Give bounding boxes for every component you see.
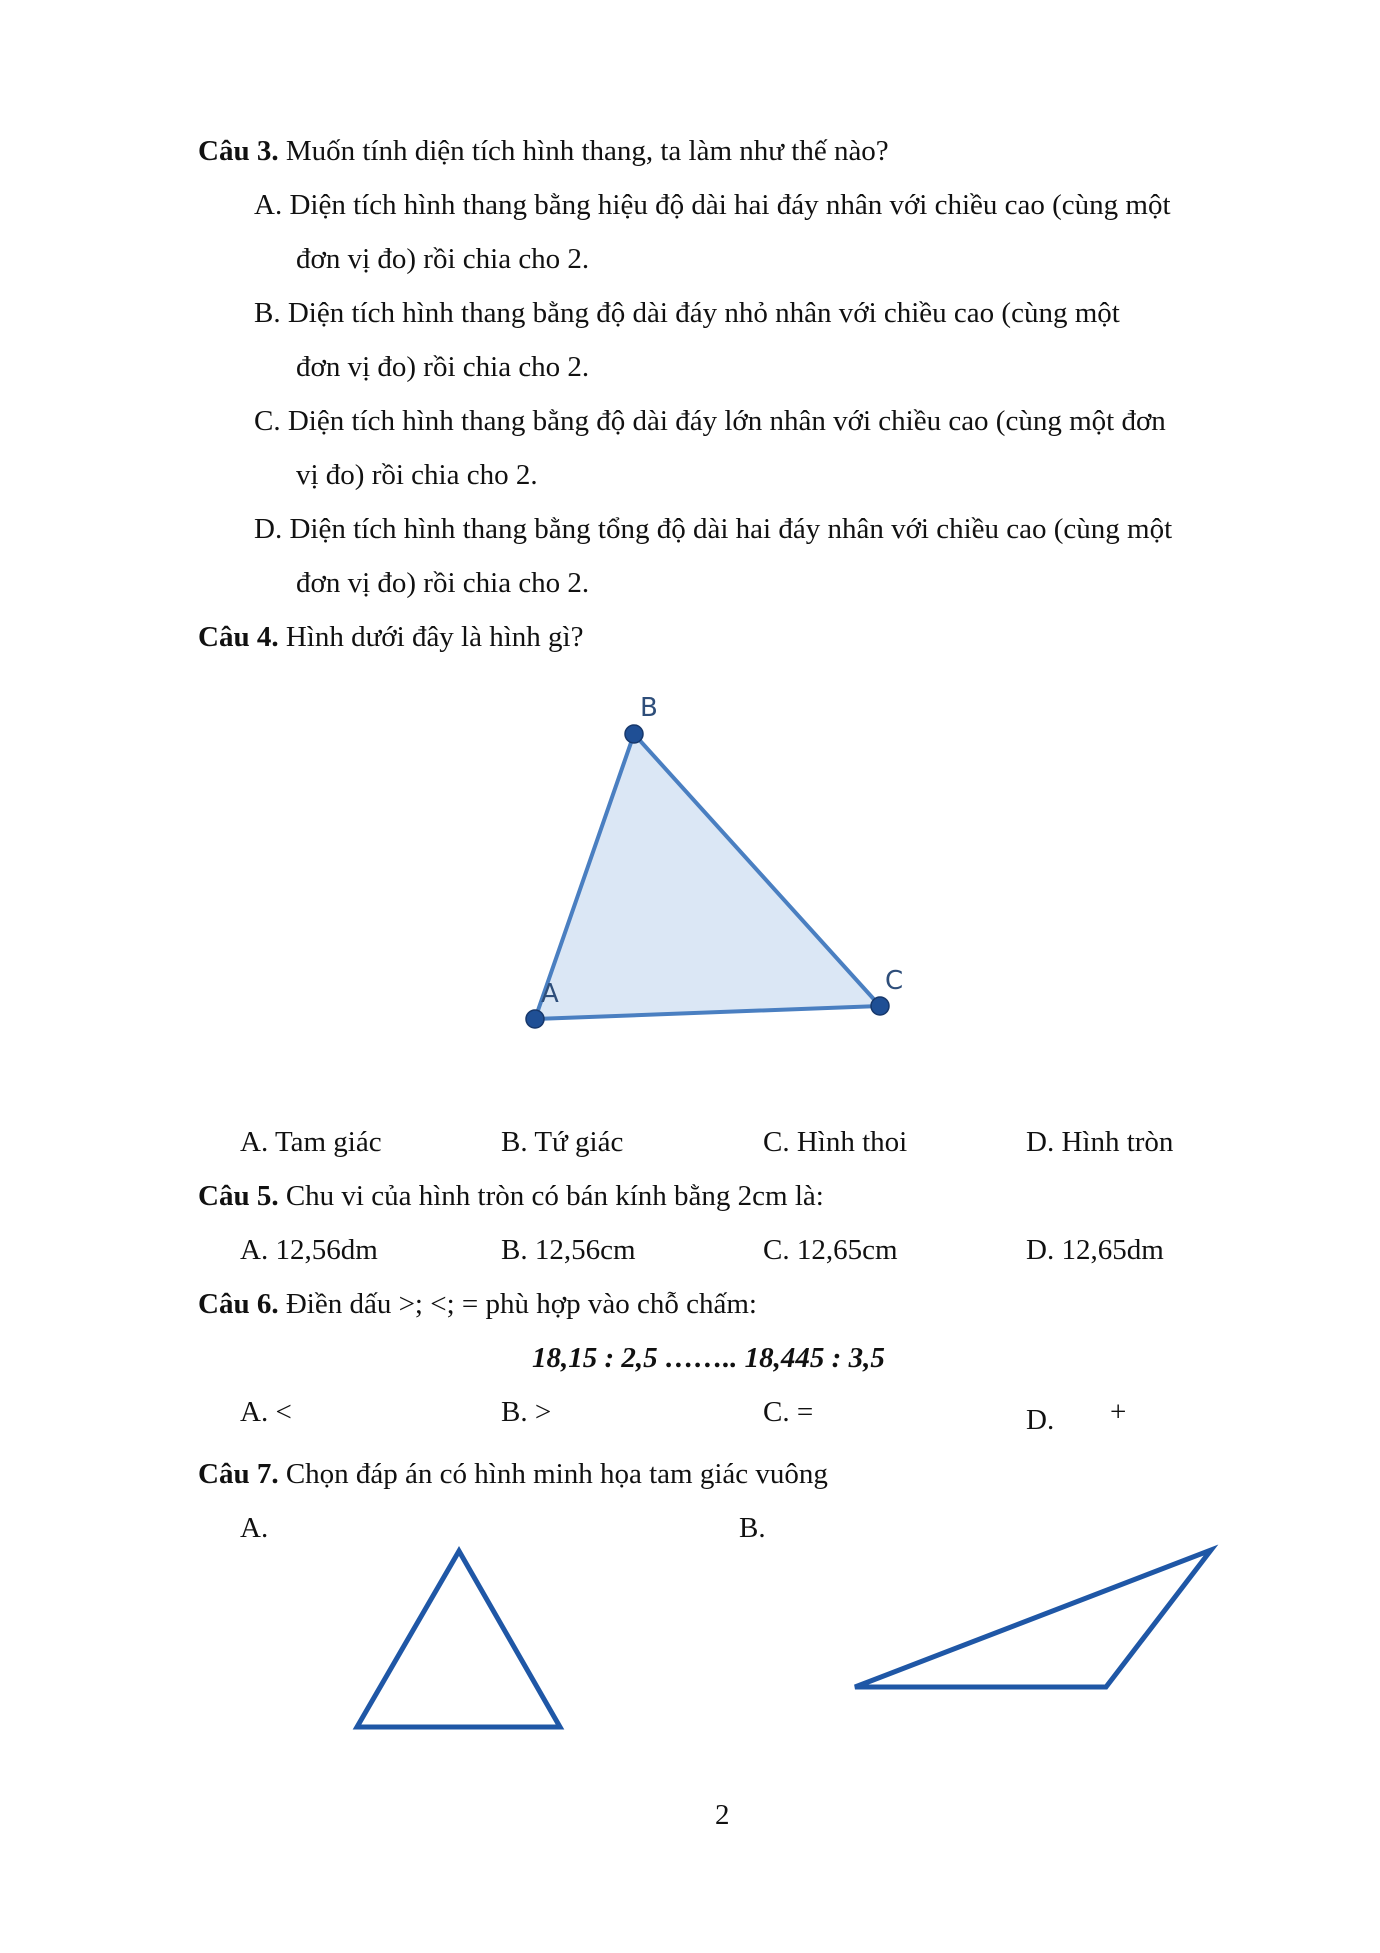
- q4-option-d-letter: D.: [1026, 1126, 1055, 1158]
- q6-number: Câu 6.: [198, 1288, 279, 1320]
- q4-option-d-text: Hình tròn: [1061, 1126, 1174, 1158]
- q3-option-a-line1: Diện tích hình thang bằng hiệu độ dài hai đáy nhân với chiều cao (cùng một: [289, 189, 1171, 221]
- q7-triangle-b-obtuse: [855, 1550, 1211, 1687]
- q6-option-d-letter: D.: [1026, 1404, 1055, 1436]
- q5-text: Chu vi của hình tròn có bán kính bằng 2cm là:: [285, 1180, 824, 1212]
- q6-text: Điền dấu >; <; = phù hợp vào chỗ chấm:: [285, 1288, 757, 1320]
- q7-number: Câu 7.: [198, 1458, 279, 1490]
- q3-text: Muốn tính diện tích hình thang, ta làm như thế nào?: [285, 135, 889, 167]
- q3-option-d-line2: đơn vị đo) rồi chia cho 2.: [296, 567, 590, 599]
- q4-option-b-letter: B.: [501, 1126, 528, 1158]
- q3-number: Câu 3.: [198, 135, 279, 167]
- q7-option-b-label[interactable]: B.: [739, 1512, 766, 1544]
- q4-option-a-text: Tam giác: [274, 1126, 382, 1158]
- q4-label-c: C: [885, 966, 904, 996]
- q7-text: Chọn đáp án có hình minh họa tam giác vuông: [285, 1458, 828, 1490]
- q5-option-c-text: 12,65cm: [796, 1234, 898, 1266]
- q6-option-c-text: =: [796, 1396, 814, 1428]
- q7-option-a-label[interactable]: A.: [240, 1512, 269, 1544]
- q3-option-d-line1: Diện tích hình thang bằng tổng độ dài hai đáy nhân với chiều cao (cùng một: [289, 513, 1173, 545]
- q3-option-b-line2: đơn vị đo) rồi chia cho 2.: [296, 351, 590, 383]
- q4-option-c-text: Hình thoi: [796, 1126, 908, 1158]
- q3-option-a-line2: đơn vị đo) rồi chia cho 2.: [296, 243, 590, 275]
- q3-option-c-letter: C.: [254, 405, 281, 437]
- q4-label-b: B: [640, 693, 658, 723]
- q5-option-d-text: 12,65dm: [1061, 1234, 1164, 1266]
- q6-option-a-text: <: [275, 1396, 292, 1428]
- q4-text: Hình dưới đây là hình gì?: [285, 621, 584, 653]
- q6-expression: 18,15 : 2,5 …….. 18,445 : 3,5: [532, 1342, 885, 1374]
- q5-number: Câu 5.: [198, 1180, 279, 1212]
- q6-option-b-letter: B.: [501, 1396, 528, 1428]
- q3-option-d-letter: D.: [254, 513, 283, 545]
- q3-option-b-line1: Diện tích hình thang bằng độ dài đáy nhỏ nhân với chiều cao (cùng một: [287, 297, 1120, 329]
- q5-option-d-letter: D.: [1026, 1234, 1055, 1266]
- q5-option-a-text: 12,56dm: [275, 1234, 378, 1266]
- q3-option-a-letter: A.: [254, 189, 283, 221]
- q3-option-c-line1: Diện tích hình thang bằng độ dài đáy lớn nhân với chiều cao (cùng một đơn: [287, 405, 1166, 437]
- q6-option-b-text: >: [534, 1396, 552, 1428]
- q7-triangle-a-equilateral: [357, 1551, 560, 1727]
- q5-option-c-letter: C.: [763, 1234, 790, 1266]
- q4-option-b-text: Tứ giác: [534, 1126, 624, 1158]
- q4-option-c-letter: C.: [763, 1126, 790, 1158]
- q5-option-b-letter: B.: [501, 1234, 528, 1266]
- q3-option-b-letter: B.: [254, 297, 281, 329]
- q4-label-a: A: [541, 979, 559, 1009]
- q4-option-a-letter: A.: [240, 1126, 269, 1158]
- q5-option-b-text: 12,56cm: [534, 1234, 636, 1266]
- page-number: 2: [715, 1799, 730, 1831]
- q6-option-c-letter: C.: [763, 1396, 790, 1428]
- q5-option-a-letter: A.: [240, 1234, 269, 1266]
- q6-option-a-letter: A.: [240, 1396, 269, 1428]
- q6-option-d-symbol: +: [1110, 1396, 1127, 1428]
- q4-number: Câu 4.: [198, 621, 279, 653]
- q3-option-c-line2: vị đo) rồi chia cho 2.: [296, 459, 538, 491]
